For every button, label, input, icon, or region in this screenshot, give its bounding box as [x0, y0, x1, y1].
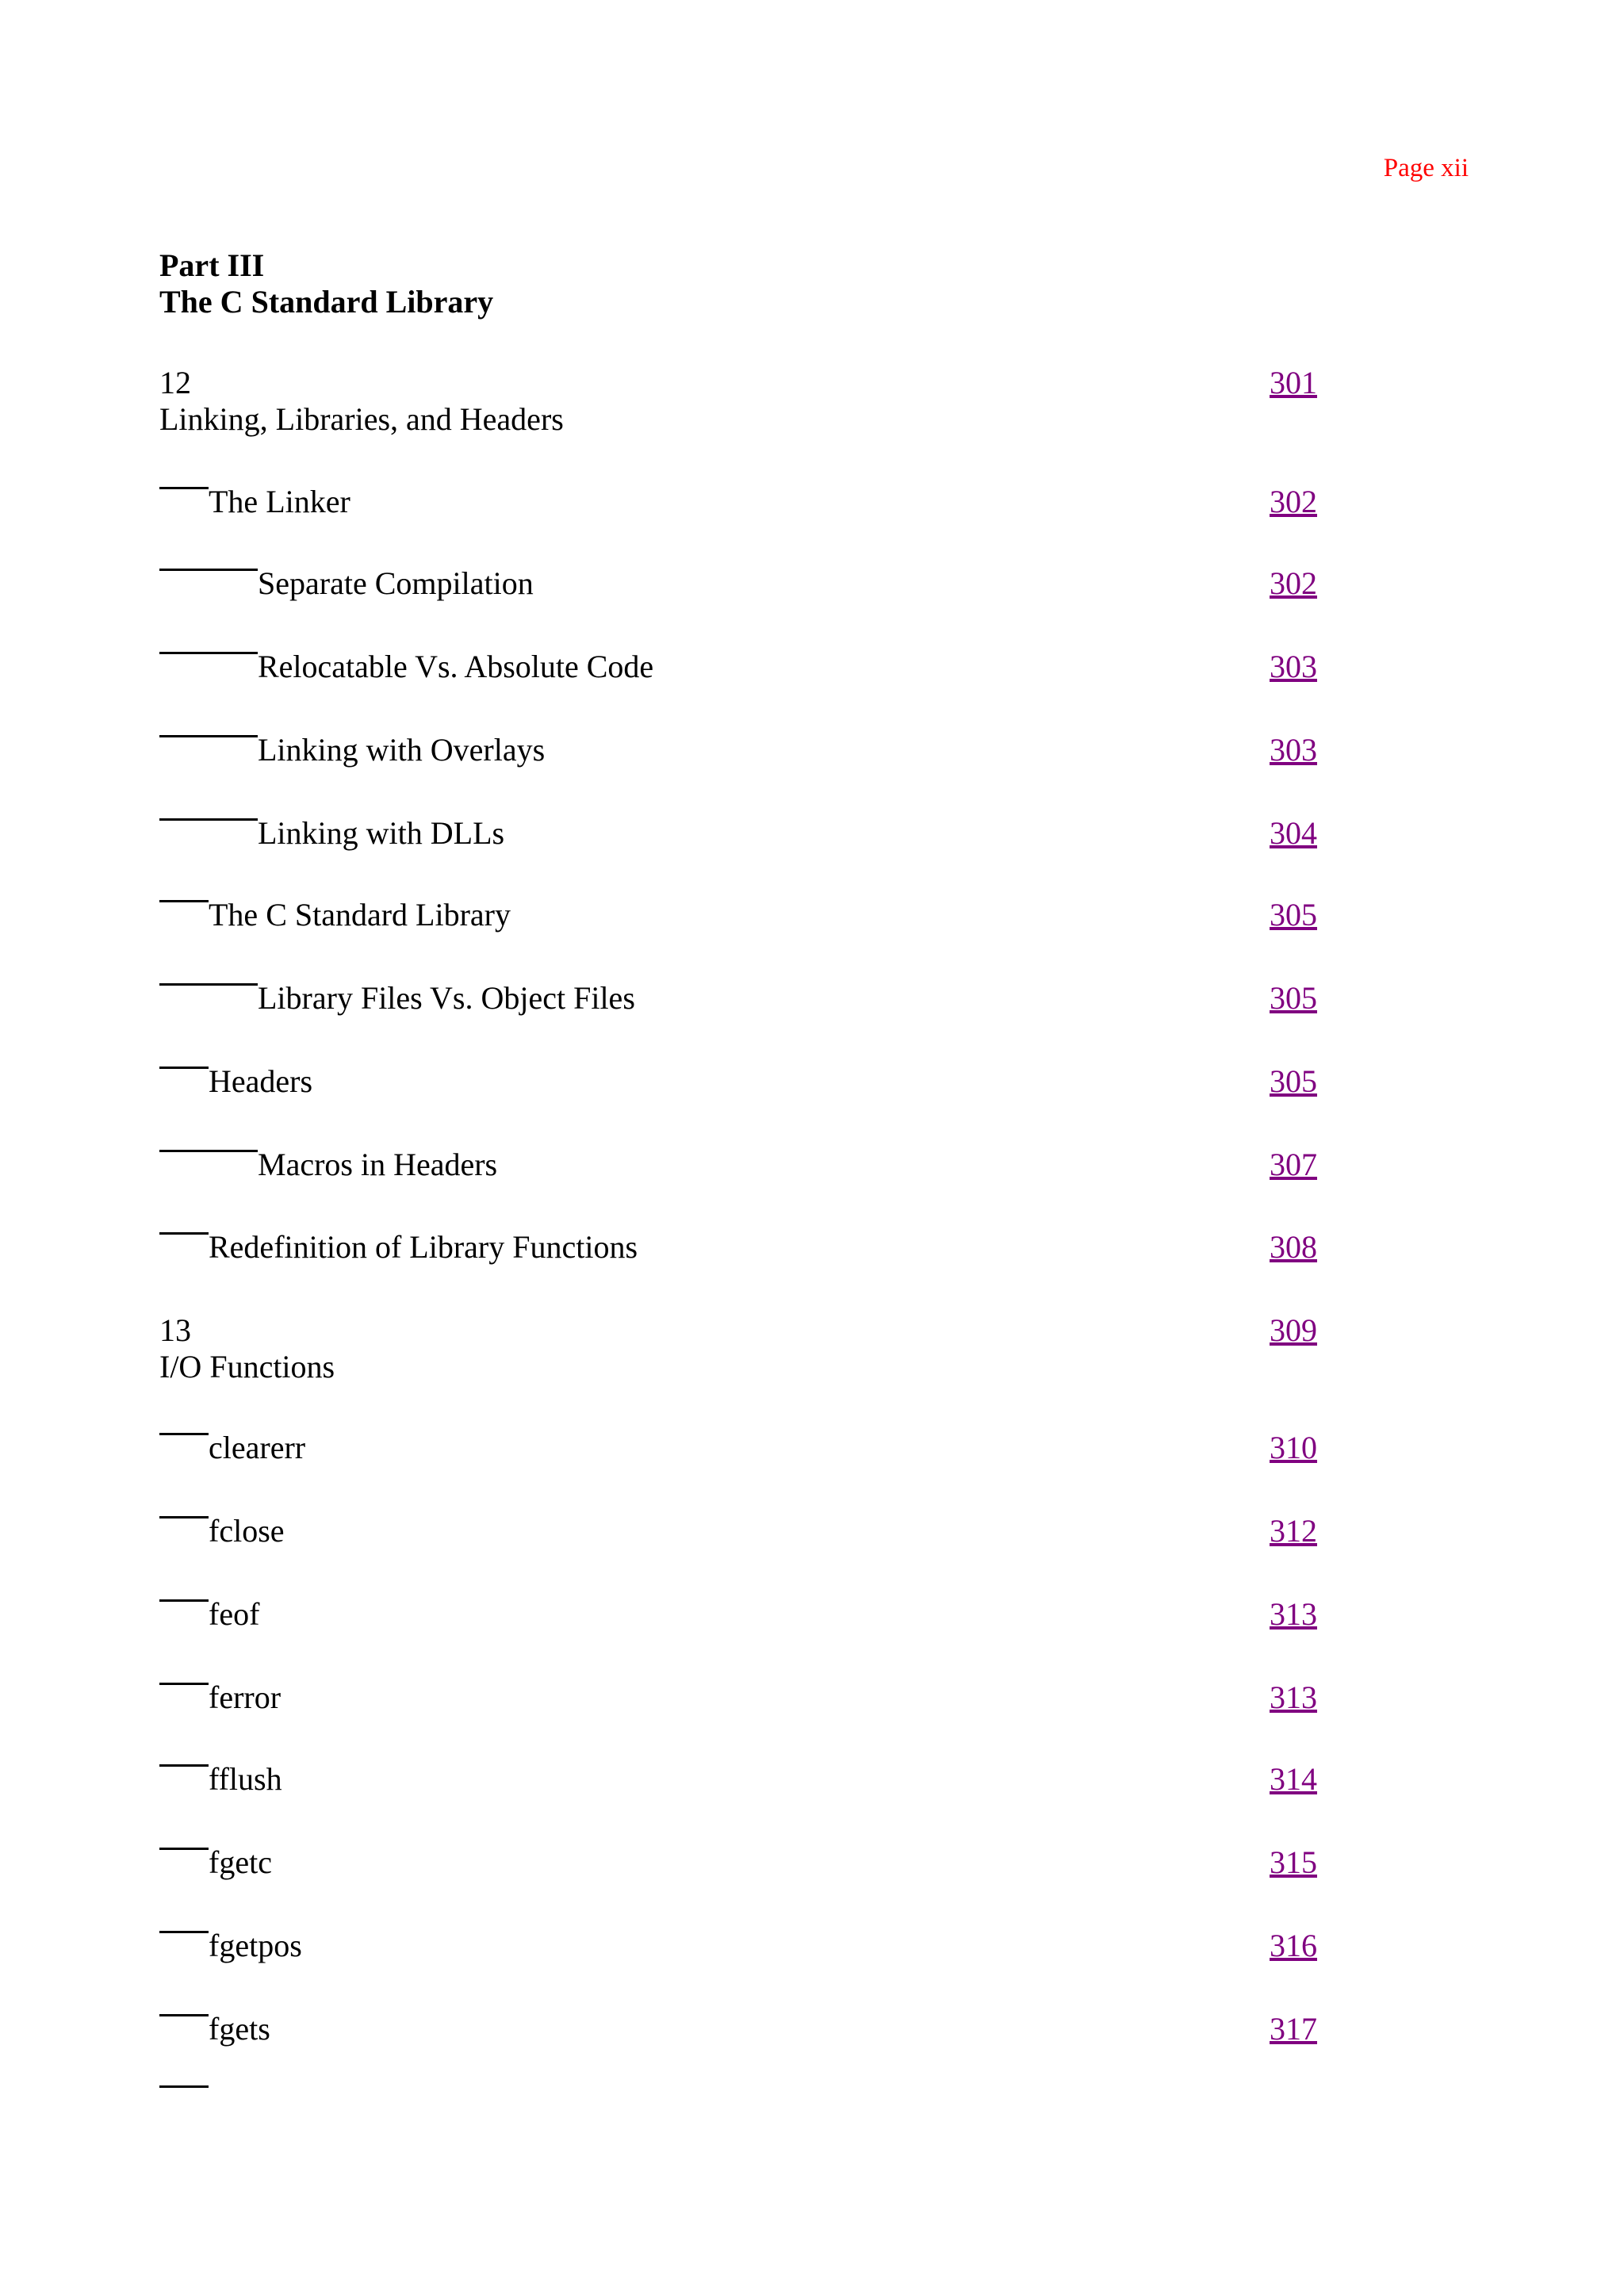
chapter-page-link[interactable]: 309 — [1270, 1312, 1317, 1348]
level-2-rule — [159, 735, 258, 737]
toc-entry-page-link[interactable]: 303 — [1270, 649, 1317, 684]
toc-entry-title: Linking with Overlays — [258, 732, 546, 768]
toc-entry-title: Library Files Vs. Object Files — [258, 980, 635, 1016]
continuation-rule — [159, 2085, 209, 2088]
toc-entry-page-link[interactable]: 305 — [1270, 980, 1317, 1016]
level-1-rule — [159, 900, 209, 902]
level-1-rule — [159, 1599, 209, 1602]
toc-entry-page-link[interactable]: 316 — [1270, 1928, 1317, 1963]
level-1-rule — [159, 1516, 209, 1518]
chapter-page-link[interactable]: 301 — [1270, 365, 1317, 400]
part-heading — [159, 247, 493, 320]
toc-entry-page-link[interactable]: 303 — [1270, 732, 1317, 768]
toc-entry-title: clearerr — [209, 1430, 306, 1465]
level-2-rule — [159, 1150, 258, 1152]
toc-entry-title: fflush — [209, 1761, 282, 1797]
toc-entry-page-link[interactable]: 307 — [1270, 1147, 1317, 1182]
chapter-number: 12 — [159, 365, 191, 400]
toc-entry-page-link[interactable]: 317 — [1270, 2011, 1317, 2047]
toc-entry-title: Separate Compilation — [258, 565, 534, 601]
toc-entry-title: fclose — [209, 1513, 285, 1549]
level-1-rule — [159, 487, 209, 489]
toc-entry-page-link[interactable]: 312 — [1270, 1513, 1317, 1549]
level-1-rule — [159, 2014, 209, 2016]
toc-entry-page-link[interactable]: 302 — [1270, 565, 1317, 601]
part-label: Part III — [159, 247, 265, 283]
level-2-rule — [159, 983, 258, 986]
level-1-rule — [159, 1848, 209, 1850]
toc-entry-page-link[interactable]: 313 — [1270, 1679, 1317, 1715]
part-title: The C Standard Library — [159, 284, 494, 320]
toc-entry-page-link[interactable]: 305 — [1270, 1063, 1317, 1099]
level-1-rule — [159, 1683, 209, 1685]
toc-entry-page-link[interactable]: 314 — [1270, 1761, 1317, 1797]
toc-entry-title: Macros in Headers — [258, 1147, 498, 1182]
level-1-rule — [159, 1764, 209, 1767]
toc-entry-title: Redefinition of Library Functions — [209, 1229, 638, 1265]
toc-entry-page-link[interactable]: 304 — [1270, 815, 1317, 851]
toc-entry-page-link[interactable]: 305 — [1270, 897, 1317, 933]
page-number: Page xii — [1383, 154, 1469, 182]
level-1-rule — [159, 1931, 209, 1933]
toc-entry-title: Linking with DLLs — [258, 815, 505, 851]
toc-entry-title: Headers — [209, 1063, 313, 1099]
level-1-rule — [159, 1067, 209, 1069]
level-2-rule — [159, 652, 258, 654]
toc-entry-page-link[interactable]: 313 — [1270, 1596, 1317, 1632]
toc-entry-title: The C Standard Library — [209, 897, 511, 933]
level-2-rule — [159, 569, 258, 571]
toc-entry-title: ferror — [209, 1679, 282, 1715]
toc-entry-page-link[interactable]: 310 — [1270, 1430, 1317, 1465]
toc-entry-page-link[interactable]: 302 — [1270, 484, 1317, 519]
level-2-rule — [159, 818, 258, 821]
toc-entry-title: feof — [209, 1596, 260, 1632]
toc-entry-title: fgetc — [209, 1844, 272, 1880]
level-1-rule — [159, 1433, 209, 1435]
toc-entry-title: fgetpos — [209, 1928, 302, 1963]
toc-entry-page-link[interactable]: 308 — [1270, 1229, 1317, 1265]
toc-entry-page-link[interactable]: 315 — [1270, 1844, 1317, 1880]
chapter-title: I/O Functions — [159, 1349, 335, 1384]
chapter-title: Linking, Libraries, and Headers — [159, 401, 564, 437]
chapter-number: 13 — [159, 1312, 191, 1348]
toc-entry-title: Relocatable Vs. Absolute Code — [258, 649, 654, 684]
toc-entry-title: The Linker — [209, 484, 350, 519]
toc-entry-title: fgets — [209, 2011, 270, 2047]
level-1-rule — [159, 1232, 209, 1235]
